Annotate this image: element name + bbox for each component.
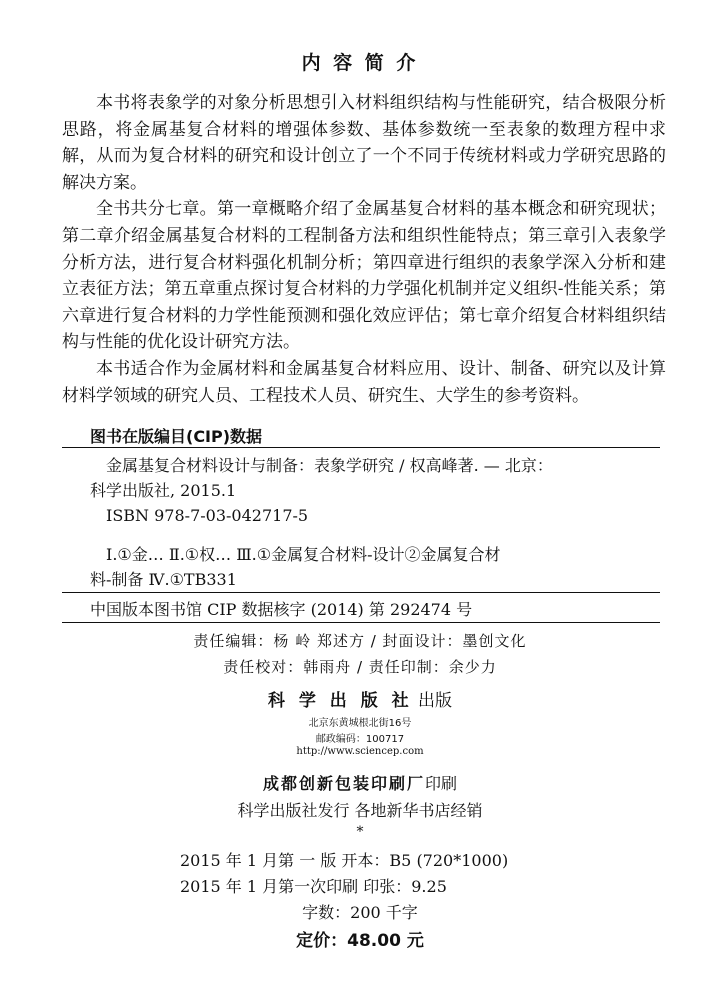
cip-classification-line-2: 料-制备 Ⅳ.①TB331 xyxy=(90,570,237,589)
intro-section xyxy=(62,90,666,409)
price: 定价：48.00 元 xyxy=(296,931,424,951)
publisher-name: 科 学 出 版 社 xyxy=(267,691,413,711)
cip-middle-rule xyxy=(62,592,660,593)
word-count: 字数：200 千字 xyxy=(302,903,418,922)
publisher-url: http://www.sciencep.com xyxy=(296,746,424,757)
staff-proof-print: 责任校对：韩雨舟 / 责任印制：余少力 xyxy=(223,658,497,676)
cip-block xyxy=(90,453,650,592)
intro-paragraph-3: 本书适合作为金属材料和金属基复合材料应用、设计、制备、研究以及计算材料学领域的研究人员、工程技术人员、研究生、大学生的参考资料。 xyxy=(62,358,666,406)
cip-title-line: 金属基复合材料设计与制备：表象学研究 / 权高峰著. — 北京： xyxy=(106,456,553,475)
publisher-postcode: 邮政编码：100717 xyxy=(315,734,405,745)
edition-line-2: 2015 年 1 月第一次印刷 印张：9.25 xyxy=(180,877,447,896)
cip-heading: 图书在版编目(CIP)数据 xyxy=(90,427,263,446)
cip-isbn: ISBN 978-7-03-042717-5 xyxy=(106,506,309,525)
separator-star: * xyxy=(356,824,364,840)
distribution-line: 科学出版社发行 各地新华书店经销 xyxy=(237,801,483,820)
publisher-line xyxy=(0,686,720,711)
staff-editors: 责任编辑：杨 岭 郑述方 / 封面设计：墨创文化 xyxy=(193,632,527,650)
cip-bottom-rule xyxy=(62,622,660,623)
printer-line xyxy=(0,771,720,794)
intro-paragraph-1: 本书将表象学的对象分析思想引入材料组织结构与性能研究，结合极限分析思路，将金属基复合材料的增强体参数、基体参数统一至表象的数理方程中求解，从而为复合材料的研究和设计创立了一个不同于传统材料或力学研究思路的解决方案。 xyxy=(62,93,666,193)
publisher-address: 北京东黄城根北街16号 xyxy=(308,718,412,729)
cip-classification-line-1: Ⅰ.①金… Ⅱ.①权… Ⅲ.①金属复合材料-设计②金属复合材 xyxy=(106,545,501,564)
printer-name: 成都创新包装印刷厂 xyxy=(262,774,425,793)
cip-record-number: 中国版本图书馆 CIP 数据核字 (2014) 第 292474 号 xyxy=(90,600,473,619)
publisher-suffix: 出版 xyxy=(418,691,453,711)
cip-top-rule xyxy=(62,447,660,448)
intro-paragraph-2: 全书共分七章。第一章概略介绍了金属基复合材料的基本概念和研究现状；第二章介绍金属基复合材料的工程制备方法和组织性能特点；第三章引入表象学分析方法，进行复合材料强化机制分析；第四章进行组织的表象学深入分析和建立表征方法；第五章重点探讨复合材料的力学强化机制并定义组织-性能关系；第六章进行复合材料的力学性能预测和强化效应评估；第七章介绍复合材料组织结构与性能的优化设计研究方法。 xyxy=(62,199,666,353)
edition-line-1: 2015 年 1 月第 一 版 开本：B5 (720*1000) xyxy=(180,851,509,870)
page-title: 内 容 简 介 xyxy=(301,52,419,74)
cip-publisher-line: 科学出版社, 2015.1 xyxy=(90,481,237,500)
printer-suffix: 印刷 xyxy=(425,774,458,793)
